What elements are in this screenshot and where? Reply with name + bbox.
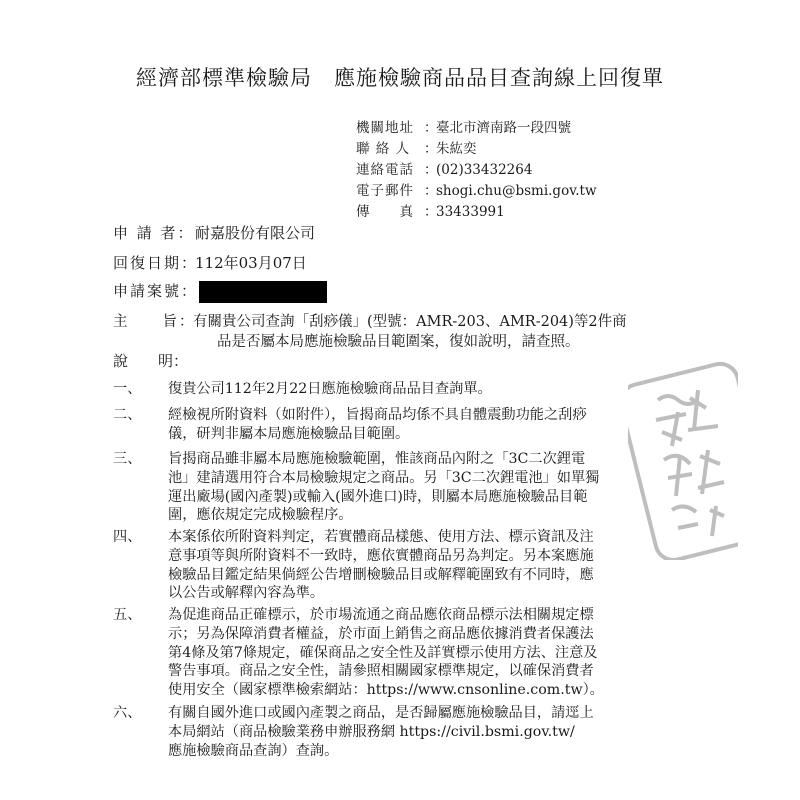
item-line: 圍，應依規定完成檢驗程序。 xyxy=(168,507,353,524)
contact-value: shogi.chu@bsmi.gov.tw xyxy=(436,183,597,199)
item-number: 三、 xyxy=(113,451,142,467)
contact-person: 聯 絡 人 ：朱紘奕 xyxy=(356,139,597,160)
contact-address: 機關地址 ：臺北市濟南路一段四號 xyxy=(356,118,597,139)
applicant-label: 申 請 者： xyxy=(113,224,195,242)
item-line: 檢驗品目鑑定結果倘經公告增刪檢驗品目或解釋範圍致有不同時，應 xyxy=(168,566,594,583)
contact-label: 傳 真 xyxy=(356,204,414,220)
item-line: 經檢視所附資料（如附件），旨揭商品均係不具自體震動功能之刮痧 xyxy=(168,407,587,423)
item-line: 以公告或解釋內容為準。 xyxy=(168,585,325,602)
item-line: 旨揭商品雖非屬本局應施檢驗範圍，惟該商品內附之「3C二次鋰電 xyxy=(168,451,586,467)
contact-email: 電子郵件 ：shogi.chu@bsmi.gov.tw xyxy=(356,181,597,202)
item-number: 一、 xyxy=(113,381,142,397)
contact-label: 連絡電話 xyxy=(356,162,414,178)
item-line: 有關自國外進口或國內產製之商品，是否歸屬應施檢驗品目，請逕上 xyxy=(168,705,594,721)
item-line: 為促進商品正確標示，於市場流通之商品應依商品標示法相關規定標 xyxy=(168,607,594,623)
contact-label: 電子郵件 xyxy=(356,183,414,199)
item-line: 第4條及第7條規定，確保商品之安全性及詳實標示使用方法、注意及 xyxy=(168,644,598,661)
item-line: 復貴公司112年2月22日應施檢驗商品品目查詢單。 xyxy=(168,381,492,397)
applicant-value: 耐嘉股份有限公司 xyxy=(195,224,316,242)
reply-date-label: 回復日期： xyxy=(113,254,199,272)
contact-value: (02)33432264 xyxy=(436,162,533,178)
contact-label: 機關地址 xyxy=(356,120,414,136)
subject-label: 主 旨： xyxy=(113,314,196,330)
contact-fax: 傳 真 ：33433991 xyxy=(356,202,597,223)
subject-line: 品是否屬本局應施檢驗品目範圍案，復如說明，請查照。 xyxy=(217,334,580,350)
item-number: 六、 xyxy=(113,705,142,721)
item-number: 四、 xyxy=(113,529,142,545)
contact-value: 臺北市濟南路一段四號 xyxy=(436,120,571,136)
contact-label: 聯 絡 人 xyxy=(356,141,411,157)
applicant-row xyxy=(113,222,315,243)
contact-value: 33433991 xyxy=(436,204,505,220)
contact-phone: 連絡電話 ：(02)33432264 xyxy=(356,160,597,181)
case-number-label: 申請案號： xyxy=(113,282,199,300)
official-seal-icon xyxy=(628,360,738,560)
subject-line: 有關貴公司查詢「刮痧儀」(型號：AMR-203、AMR-204)等2件商 xyxy=(193,314,627,330)
subject-text xyxy=(193,312,673,352)
reply-date-row xyxy=(113,252,307,273)
case-number-row xyxy=(113,280,327,303)
explanation-label: 說 明： xyxy=(113,352,189,370)
item-line: 本案係依所附資料判定，若實體商品樣態、使用方法、標示資訊及注 xyxy=(168,529,594,545)
item-line: 使用安全（國家標準檢索網站：https://www.cnsonline.com.tw）。 xyxy=(168,682,604,699)
item-number: 二、 xyxy=(113,407,142,423)
contact-block xyxy=(356,118,597,223)
redacted-case-number xyxy=(199,281,327,303)
item-number: 五、 xyxy=(113,607,142,623)
reply-date-value: 112年03月07日 xyxy=(195,254,307,272)
contact-value: 朱紘奕 xyxy=(436,141,477,157)
item-line: 示；另為保障消費者權益，於市面上銷售之商品應依據消費者保護法 xyxy=(168,625,594,642)
item-line: 應施檢驗商品查詢）查詢。 xyxy=(168,742,339,759)
item-line: 池」建請選用符合本局檢驗規定之商品。另「3C二次鋰電池」如單獨 xyxy=(168,469,600,486)
document-title: 經濟部標準檢驗局 應施檢驗商品品目查詢線上回復單 xyxy=(136,66,664,90)
item-line: 意事項等與所附資料不一致時，應依實體商品另為判定。另本案應施 xyxy=(168,547,594,564)
item-line: 本局網站（商品檢驗業務申辦服務網 https://civil.bsmi.gov.tw/ xyxy=(168,723,575,740)
item-line: 儀，研判非屬本局應施檢驗品目範圍。 xyxy=(168,425,410,442)
item-line: 警告事項。商品之安全性，請參照相關國家標準規定，以確保消費者 xyxy=(168,663,594,680)
item-line: 運出廠場(國內產製)或輸入(國外進口)時，則屬本局應施檢驗品目範 xyxy=(168,488,588,505)
